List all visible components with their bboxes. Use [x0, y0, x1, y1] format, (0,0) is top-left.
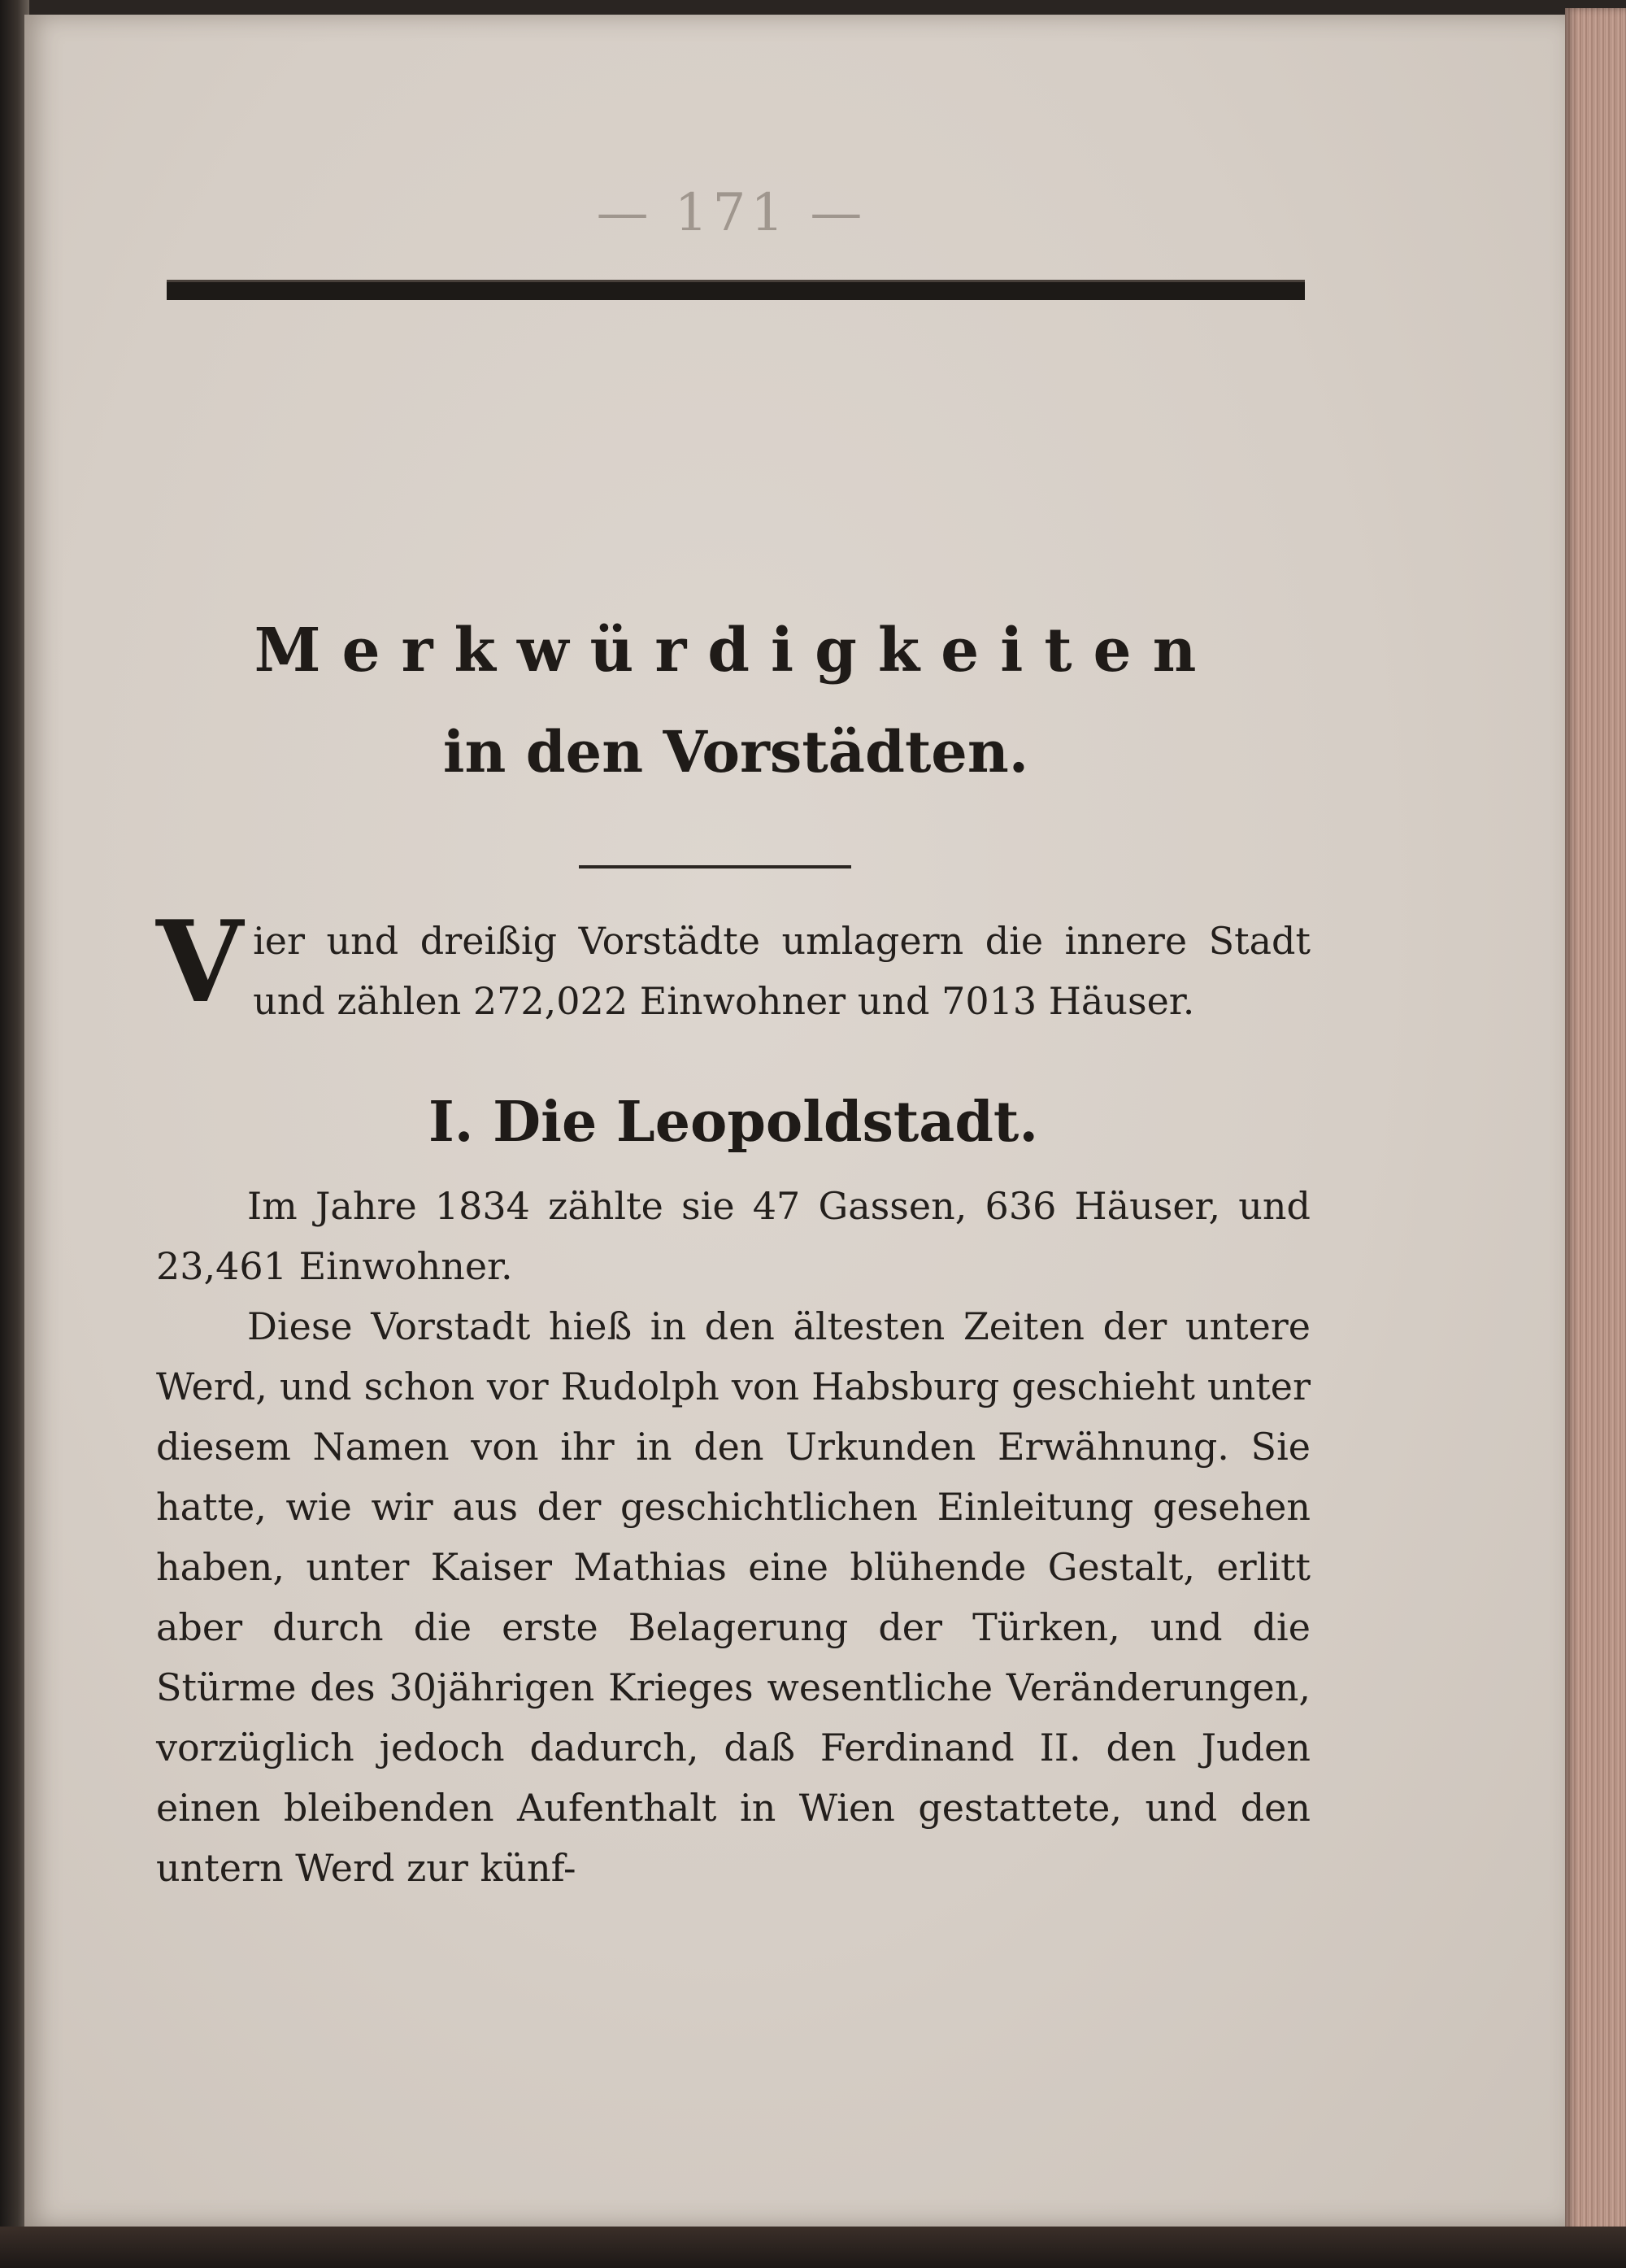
heading-line-1: Merkwürdigkeiten [254, 616, 1218, 686]
paragraph: Im Jahre 1834 zählte sie 47 Gassen, 636 Häuser, und 23,461 Einwohner. [156, 1184, 1311, 1288]
heading-divider [579, 865, 851, 868]
heading-line-2: in den Vorstädten. [442, 718, 1029, 786]
intro-text: ier und dreißig Vorstädte umlagern die innere Stadt und zählen 272,022 Einwohner und 7013 Häuser. [253, 919, 1311, 1023]
top-rule [167, 280, 1305, 300]
intro-paragraph [156, 895, 1311, 1031]
drop-cap: V [156, 895, 244, 1028]
page-stack-edge [1565, 8, 1626, 2236]
chapter-heading [159, 602, 1313, 805]
paragraph: Diese Vorstadt hieß in den ältesten Zeiten der untere Werd, und schon vor Rudolph von Habsburg geschieht unter diesem Namen von ihr in den Urkunden Erwähnung. Sie hatte, wie wir aus der geschichtlichen Einleitung gesehen haben, unter Kaiser Mathias eine blühende Gestalt, erlitt aber durch die erste Belagerung der Türken, und die Stürme des 30jährigen Krieges wesentliche Veränderungen, vorzüglich jedoch dadurch, daß Ferdinand II. den Juden einen bleibenden Aufenthalt in Wien gestattete, und den untern Werd zur künf- [156, 1304, 1311, 1890]
scan-bottom-border [0, 2227, 1626, 2268]
section-title: I. Die Leopoldstadt. [428, 1090, 1038, 1155]
page-number: — 171 — [596, 183, 867, 243]
